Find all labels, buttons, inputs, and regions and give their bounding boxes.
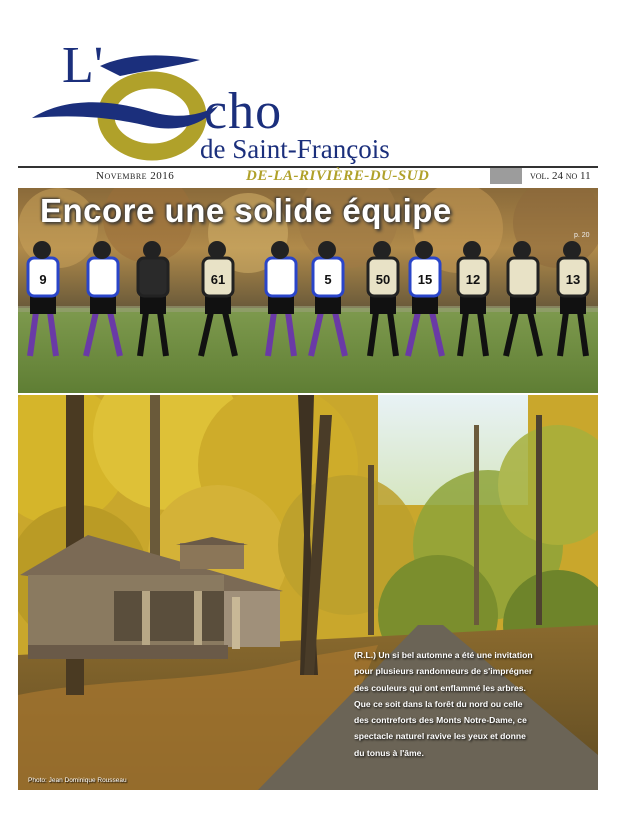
jersey-number: 61 xyxy=(210,272,226,287)
photo-caption: (R.L.) Un si bel automne a été une invitation pour plusieurs randonneurs de s'imprégner des couleurs qui ont enflammé les arbres. Que ce soit dans la forêt du nord ou celle des contreforts des Monts Notre-Dame, ce spectacle naturel ravive les yeux et donne du tonus à l'âme. xyxy=(354,650,533,758)
jersey-number: 5 xyxy=(324,272,332,287)
subtitle: de Saint-François xyxy=(200,134,390,164)
player-figure xyxy=(201,241,235,356)
jersey-number: 9 xyxy=(39,272,47,287)
page-reference: p. 20 xyxy=(574,232,590,239)
player-figure xyxy=(408,241,442,356)
player-figure xyxy=(458,241,488,356)
jersey-number: 13 xyxy=(565,272,581,287)
football-photo xyxy=(18,188,598,393)
player-figure xyxy=(368,241,398,356)
cover-headline: Encore une solide équipe xyxy=(40,192,452,229)
player-figure xyxy=(266,241,296,356)
player-figure xyxy=(558,241,588,356)
issue-volume: vol. 24 no 11 xyxy=(530,170,591,182)
player-figure xyxy=(311,241,345,356)
region-label: DE-LA-RIVIÈRE-DU-SUD xyxy=(246,168,430,184)
masthead xyxy=(0,0,640,170)
grey-block xyxy=(490,168,522,184)
title-main: cho xyxy=(204,83,283,140)
player-figure xyxy=(138,241,168,356)
player-figure xyxy=(506,241,540,356)
jersey-number: 12 xyxy=(465,272,481,287)
issue-month: Novembre 2016 xyxy=(96,170,175,182)
title-prefix: L' xyxy=(62,37,104,94)
jersey-number: 50 xyxy=(375,272,391,287)
jersey-number: 15 xyxy=(417,272,433,287)
photo-credit: Photo: Jean Dominique Rousseau xyxy=(28,777,127,784)
forest-photo xyxy=(18,395,598,790)
player-figure xyxy=(86,241,120,356)
player-figure xyxy=(28,241,58,356)
